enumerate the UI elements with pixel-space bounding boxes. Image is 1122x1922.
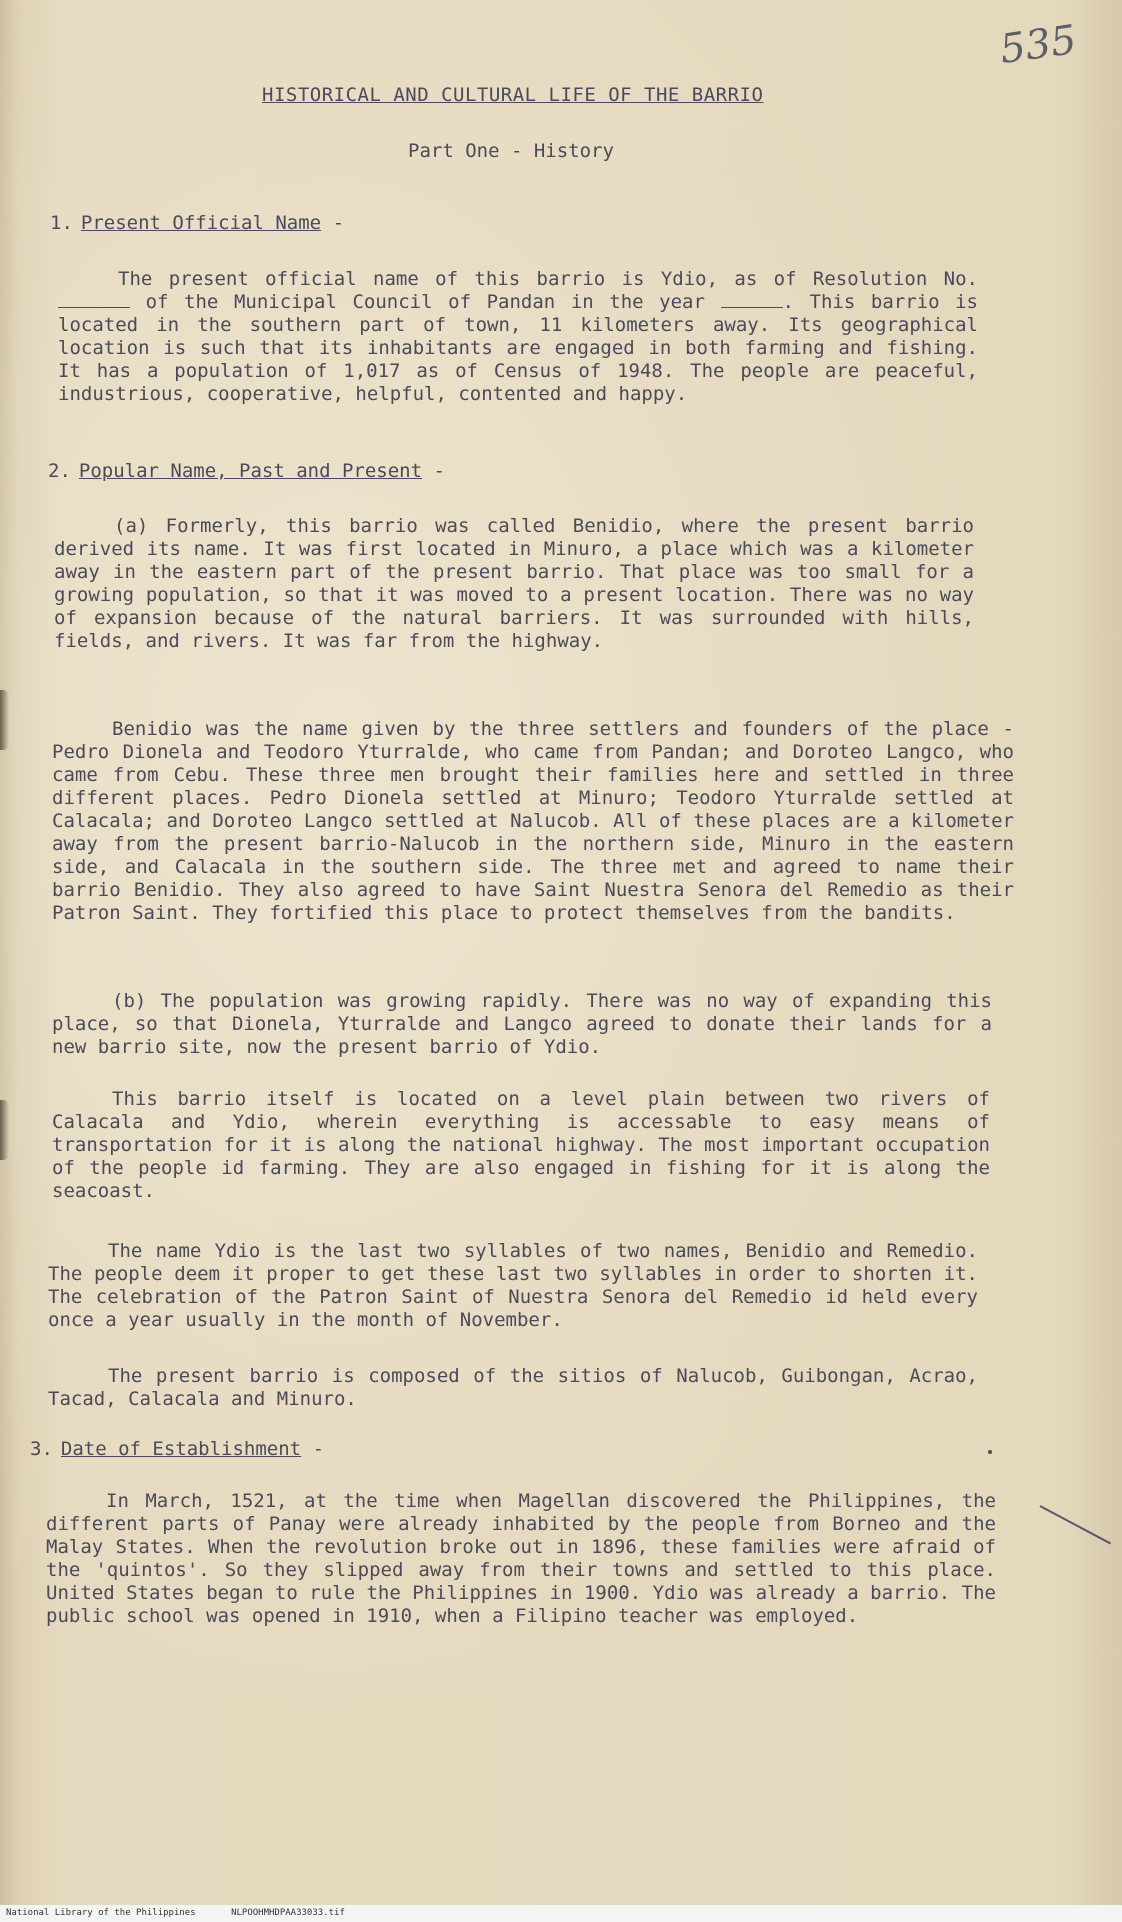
section-heading-text: Popular Name, Past and Present [78,460,423,482]
heading-dash: - [312,1438,325,1460]
document-subtitle: Part One - History [408,140,614,162]
paragraph-b-population: (b) The population was growing rapidly. There was no way of expanding this place, so that Dionela, Yturralde and Langco agreed to donate their lands for a new barrio site, now the present barrio of Ydio. [52,990,992,1058]
file-label: NLPOOHMHDPAA33033.tif [231,1908,345,1918]
section-3-heading [30,1438,324,1460]
paragraph-location: This barrio itself is located on a level plain between two rivers of Calacala and Ydio, wherein everything is accessable to easy means of transportation for it is along the national highway. The most important occupation of the people id farming. They are also engaged in fishing for it is along the seacoast. [52,1088,990,1202]
paragraph-a-former-name: (a) Formerly, this barrio was called Benidio, where the present barrio derived its name. It was first located in Minuro, a place which was a kilometer away in the eastern part of the present barrio. That place was too small for a growing population, so that it was moved to a present location. There was no way of expansion because of the natural barriers. It was surrounded with hills, fields, and rivers. It was far from the highway. [54,515,974,652]
ink-dot [988,1450,992,1454]
pencil-stroke-mark [1040,1505,1112,1544]
binding-hole-mark [0,1100,9,1160]
paragraph-founders: Benidio was the name given by the three settlers and founders of the place - Pedro Dionela and Teodoro Yturralde, who came from Pandan; and Doroteo Langco, who came from Cebu. These three men brought their families here and settled in three different places. Pedro Dionela settled at Minuro; Teodoro Yturralde settled at Calacala; and Doroteo Langco settled at Nalucob. All of these places are a kilometer away from the present barrio-Nalucob in the northern side, Minuro in the eastern side, and Calacala in the southern side. The three met and agreed to name their barrio Benidio. They also agreed to have Saint Nuestra Senora del Remedio as their Patron Saint. They fortified this place to protect themselves from the bandits. [52,718,1014,924]
section-heading-text: Present Official Name [80,212,322,234]
paragraph-text: The present official name of this barrio is Ydio, as of Resolution No. [118,268,978,290]
section-number: 3. [30,1438,53,1460]
library-label: National Library of the Philippines [6,1908,196,1918]
binding-hole-mark [0,690,9,750]
section-2-heading [48,460,445,482]
paragraph-establishment: In March, 1521, at the time when Magellan discovered the Philippines, the different parts of Panay were already inhabited by the people from Borneo and the Malay States. When the revolution broke out in 1896, these families were afraid of the 'quintos'. So they slipped away from their towns and settled to this place. United States began to rule the Philippines in 1900. Ydio was already a barrio. The public school was opened in 1910, when a Filipino teacher was employed. [46,1490,996,1627]
paragraph-text: of the Municipal Council of Pandan in the year [145,291,705,313]
document-title: HISTORICAL AND CULTURAL LIFE OF THE BARRIO [262,84,764,106]
section-heading-text: Date of Establishment [60,1438,302,1460]
page-number: 535 [997,16,1080,74]
section-number: 1. [50,212,73,234]
resolution-number-blank [58,291,130,308]
heading-dash: - [433,460,445,482]
section-number: 2. [48,460,71,482]
year-blank [721,291,783,308]
section-1-heading [50,212,344,234]
section-1-paragraph [58,268,978,406]
paragraph-name-origin: The name Ydio is the last two syllables of two names, Benidio and Remedio. The people deem it proper to get these last two syllables in order to shorten it. The celebration of the Patron Saint of Nuestra Senora del Remedio id held every once a year usually in the month of November. [48,1240,978,1331]
paragraph-sitios: The present barrio is composed of the sitios of Nalucob, Guibongan, Acrao, Tacad, Calacala and Minuro. [48,1365,978,1410]
heading-dash: - [332,212,345,234]
scan-footer [0,1905,1122,1922]
paragraph-text: . This barrio is located in the southern part of town, 11 kilometers away. Its geographical location is such that its inhabitants are engaged in both farming and fishing. It has a population of 1,017 as of Census of 1948. The people are peaceful, industrious, cooperative, helpful, contented and happy. [58,291,978,405]
